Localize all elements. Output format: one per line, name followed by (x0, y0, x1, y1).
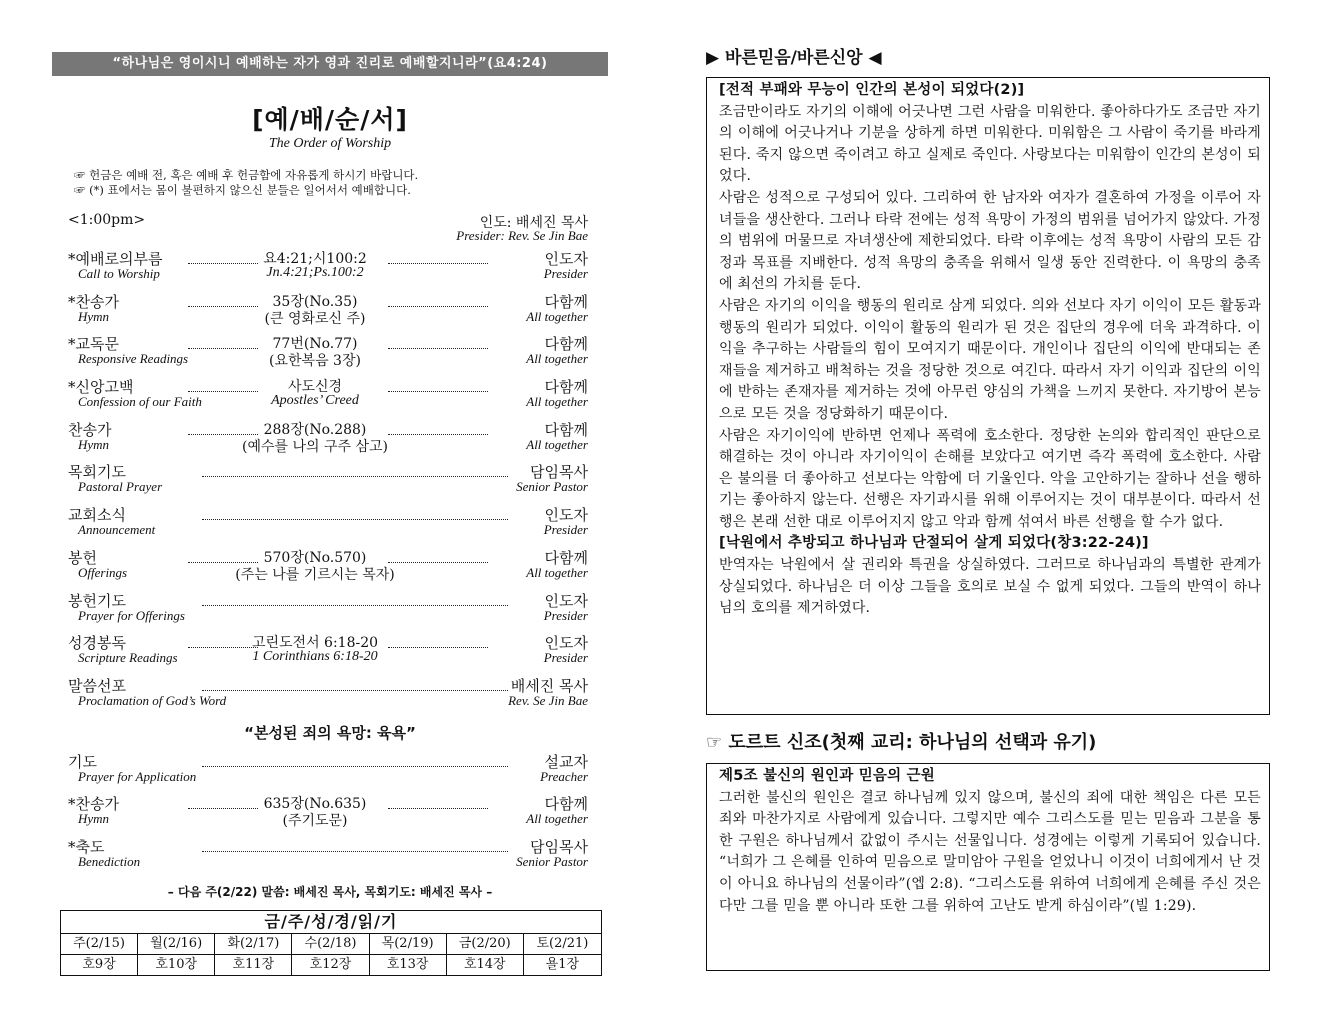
dort-article-heading: 제5조 불신의 원인과 믿음의 근원 (719, 768, 935, 784)
item-name-en: Pastoral Prayer (78, 479, 163, 495)
reading-chapter: 호13장 (370, 955, 447, 975)
item-leader-ko: 인도자 (544, 634, 588, 653)
item-leader-ko: 다함께 (544, 795, 588, 814)
item-detail: 35장(No.35) (272, 293, 358, 310)
worship-item (52, 331, 608, 374)
reading-chapter: 호12장 (292, 955, 369, 975)
item-name-ko: 말씀선포 (68, 676, 126, 695)
section-head-right-faith: ▶ 바른믿음/바른신앙 ◀ (706, 48, 882, 68)
item-detail-sub: (요한복음 3장) (269, 353, 361, 370)
item-leader-ko: 배세진 목사 (510, 676, 588, 695)
worship-item (52, 459, 608, 502)
service-time: <1:00pm> (68, 212, 146, 228)
item-name-en: Prayer for Offerings (78, 607, 185, 623)
dotted-leader (202, 690, 508, 691)
item-name-en: Benediction (78, 853, 141, 869)
notice-standing: ☞ (*) 표에서는 몸이 불편하지 않으신 분들은 일어서서 예배합니다. (74, 183, 411, 197)
reading-title: 금/주/성/경/읽/기 (61, 911, 601, 934)
item-detail-sub: Apostles’ Creed (271, 393, 359, 409)
article-paragraph: 사람은 자기의 이익을 행동의 원리로 삼게 되었다. 의와 선보다 자기 이익이 모든 활동과 행동의 원리가 되었다. 이익이 활동의 원리가 된 것은 집단의 경우에 더욱 과격하다. 이익을 추구하는 사람들의 힘이 모여지기 때문이다. 개인이나 집단의 이익에 반대되는 존재들을 제거하고 배척하는 것을 정당한 것으로 여긴다. 따라서 자기 이익과 집단의 이익에 반하는 존재자를 제거하는 것에 아무런 양심의 가책을 느끼지 못한다. 자기방어 본능으로 모든 것을 정당화하기 때문이다. (719, 297, 1261, 422)
item-leader-ko: 인도자 (544, 250, 588, 268)
item-name-en: Announcement (78, 522, 156, 538)
item-name-en: Call to Worship (78, 266, 160, 281)
scripture-banner: “하나님은 영이시니 예배하는 자가 영과 진리로 예배할지니라”(요4:24) (52, 52, 608, 76)
item-name-en: Responsive Readings (78, 351, 189, 367)
item-name-ko: 기도 (68, 752, 97, 771)
item-leader-en: All together (526, 436, 588, 452)
worship-item (52, 545, 608, 588)
item-detail: 사도신경 (287, 379, 343, 396)
item-detail: 570장(No.570) (263, 549, 367, 566)
item-detail-sub: (주기도문) (282, 813, 348, 830)
dotted-leader (202, 851, 508, 852)
dotted-leader (188, 348, 258, 349)
reading-day: 월(2/16) (138, 934, 215, 955)
right-faith-article (706, 77, 1270, 715)
article-heading-1: [전적 부패와 무능이 인간의 본성이 되었다(2)] (719, 82, 1025, 98)
item-name-ko: 교회소식 (68, 506, 126, 525)
reading-day: 금(2/20) (447, 934, 524, 955)
item-name-en: Proclamation of God’s Word (78, 692, 227, 708)
item-name-ko: 찬송가 (68, 420, 112, 439)
item-detail: 635장(No.635) (263, 796, 367, 813)
item-name-ko: 봉헌기도 (68, 591, 126, 610)
worship-item (52, 630, 608, 673)
item-name-en: Hymn (78, 436, 110, 452)
worship-item (52, 588, 608, 631)
item-detail: 요4:21;시100:2 (263, 251, 367, 267)
item-detail: 288장(No.288) (263, 421, 367, 438)
worship-items-after-sermon (52, 749, 608, 877)
notices (52, 168, 608, 198)
order-title: [예/배/순/서] (252, 105, 408, 134)
item-leader-en: All together (526, 308, 588, 324)
faith-article-page (706, 44, 1270, 971)
sermon-title: “본성된 죄의 욕망: 육욕” (244, 723, 416, 742)
item-name-en: Scripture Readings (78, 650, 178, 666)
dotted-leader (188, 562, 258, 563)
worship-item (52, 417, 608, 460)
dotted-leader (388, 808, 488, 809)
item-detail-sub: (예수를 나의 구주 삼고) (242, 438, 388, 455)
item-leader-ko: 다함께 (544, 378, 588, 397)
item-leader-en: Presider (543, 607, 588, 623)
presider-ko: 인도: 배세진 목사 (479, 215, 588, 231)
reading-day: 토(2/21) (524, 934, 601, 955)
item-leader-en: All together (526, 811, 588, 827)
article-paragraph: 조금만이라도 자기의 이해에 어긋나면 그런 사람을 미워한다. 좋아하다가도 조금만 자기의 이해에 어긋나거나 기분을 상하게 하면 미워한다. 미워함은 그 사람이 죽기를 바라게 된다. 죽지 않으면 죽이려고 하고 실제로 죽인다. 사랑보다는 미워함이 인간의 본성이 되었다. (719, 103, 1261, 185)
item-leader-ko: 다함께 (544, 292, 588, 311)
reading-chapter: 호10장 (138, 955, 215, 975)
item-leader-en: Senior Pastor (516, 853, 588, 869)
reading-chapter: 호9장 (61, 955, 138, 975)
next-week-notice: – 다음 주(2/22) 말씀: 배세진 목사, 목회기도: 배세진 목사 – (167, 884, 493, 899)
item-name-ko: *찬송가 (68, 292, 119, 311)
reading-chapter: 욜1장 (545, 956, 580, 972)
item-leader-en: Presider (543, 522, 588, 538)
article-paragraph: 사람은 성적으로 구성되어 있다. 그리하여 한 남자와 여자가 결혼하여 가정을 이루어 자녀들을 생산한다. 그러나 타락 전에는 성적 욕망이 가정의 범위를 넘어가지 않았다. 가정의 범위에 머물므로 자녀생산에 제한되었다. 타락 이후에는 성적 욕망이 사람의 모든 감정과 목표를 지배한다. 성적 욕망의 충족을 위해서 일생 동안 진력한다. 이 욕망의 충족에 최선의 가치를 둔다. (719, 189, 1261, 293)
dotted-leader (188, 647, 258, 648)
item-leader-ko: 다함께 (544, 420, 588, 439)
item-name-ko: *예배로의부름 (68, 250, 163, 268)
item-name-ko: 목회기도 (68, 463, 126, 482)
item-name-en: Hymn (78, 308, 110, 324)
item-name-ko: *신앙고백 (68, 378, 134, 397)
item-leader-en: Presider (543, 266, 588, 281)
item-name-ko: *찬송가 (68, 795, 119, 814)
item-leader-ko: 인도자 (544, 506, 588, 525)
item-leader-ko: 다함께 (544, 335, 588, 354)
dotted-leader (388, 647, 488, 648)
notice-offering: ☞ 헌금은 예배 전, 혹은 예배 후 헌금함에 자유롭게 하시기 바랍니다. (74, 168, 419, 182)
item-name-ko: *축도 (68, 837, 105, 856)
time-row (52, 212, 608, 246)
reading-day: 주(2/15) (61, 934, 138, 955)
item-name-en: Hymn (78, 811, 110, 827)
item-leader-ko: 담임목사 (530, 463, 588, 482)
reading-grid (61, 934, 601, 975)
worship-item (52, 834, 608, 877)
dotted-leader (388, 562, 488, 563)
item-leader-en: Senior Pastor (516, 479, 588, 495)
item-leader-en: All together (526, 351, 588, 367)
item-leader-ko: 담임목사 (530, 837, 588, 856)
item-leader-ko: 설교자 (544, 752, 588, 771)
item-leader-en: All together (526, 564, 588, 580)
worship-item (52, 673, 608, 716)
item-leader-en: Preacher (540, 768, 588, 784)
dotted-leader (388, 263, 488, 264)
dotted-leader (202, 476, 508, 477)
dotted-leader (388, 348, 488, 349)
reading-day: 화(2/17) (215, 934, 292, 955)
weekly-bible-reading-table (60, 910, 602, 976)
item-leader-en: Presider (543, 650, 588, 666)
item-detail: 고린도전서 6:18-20 (251, 635, 379, 652)
presider-en: Presider: Rev. Se Jin Bae (456, 228, 588, 243)
item-leader-ko: 인도자 (544, 591, 588, 610)
item-leader-en: Rev. Se Jin Bae (508, 692, 588, 708)
order-of-worship-page (52, 52, 608, 976)
dotted-leader (388, 306, 488, 307)
item-leader-en: All together (526, 394, 588, 410)
article-paragraph: 반역자는 낙원에서 살 권리와 특권을 상실하였다. 그러므로 하나님과의 특별한 관계가 상실되었다. 하나님은 더 이상 그들을 호의로 보실 수 없게 되었다. 그들의 반역이 하나님의 호의를 제거하였다. (719, 557, 1261, 617)
section-head-canons-of-dort: ☞ 도르트 신조(첫째 교리: 하나님의 선택과 유기) (706, 732, 1097, 753)
item-name-ko: 성경봉독 (68, 634, 126, 653)
dotted-leader (202, 766, 508, 767)
worship-item (52, 289, 608, 332)
dotted-leader (188, 306, 258, 307)
item-detail: 77번(No.77) (272, 336, 358, 353)
item-leader-ko: 다함께 (544, 548, 588, 567)
item-detail-sub: (주는 나를 기르시는 목자) (235, 566, 395, 583)
worship-item (52, 246, 608, 289)
item-name-en: Prayer for Application (78, 768, 197, 784)
item-name-ko: 봉헌 (68, 548, 97, 567)
reading-day: 수(2/18) (292, 934, 369, 955)
worship-items (52, 246, 608, 716)
dort-article-paragraph: 그러한 불신의 원인은 결코 하나님께 있지 않으며, 불신의 죄에 대한 책임은 다른 모든 죄와 마찬가지로 사람에게 있습니다. 그렇지만 예수 그리스도를 믿는 믿음과 그분을 통한 구원은 하나님께서 값없이 주시는 선물입니다. 성경에는 이렇게 기록되어 있습니다. “너희가 그 은혜를 인하여 믿음으로 말미암아 구원을 얻었나니 이것이 너희에게서 난 것이 아니요 하나님의 선물이라”(엡 2:8). “그리스도를 위하여 너희에게 은혜를 주신 것은 다만 그를 믿을 뿐 아니라 또한 그를 위하여 고난도 받게 하심이라”(빌 1:29). (719, 789, 1261, 914)
dotted-leader (188, 263, 258, 264)
dotted-leader (188, 434, 258, 435)
dotted-leader (202, 605, 508, 606)
worship-item (52, 791, 608, 834)
dotted-leader (202, 519, 508, 520)
reading-chapter: 호14장 (447, 955, 524, 975)
canons-of-dort-article (706, 763, 1270, 971)
worship-item (52, 749, 608, 792)
worship-item (52, 502, 608, 545)
reading-day: 목(2/19) (370, 934, 447, 955)
item-name-en: Confession of our Faith (78, 394, 202, 410)
worship-item (52, 374, 608, 417)
article-paragraph: 사람은 자기이익에 반하면 언제나 폭력에 호소한다. 정당한 논의와 합리적인 판단으로 해결하는 것이 아니라 자기이익이 손해를 보았다고 여기면 즉각 폭력에 호소한다. 사람은 불의를 더 좋아하고 선보다는 악함에 더 기울인다. 악을 고안하기는 잘하나 선을 행하기는 좋아하지 않는다. 선행은 자기과시를 위해 이루어지는 것이 대부분이다. 따라서 선행은 본래 선한 대로 이루어지지 않고 악과 함께 섞여서 바른 선행을 할 수가 없다. (719, 427, 1261, 530)
order-subtitle: The Order of Worship (268, 136, 392, 151)
item-name-en: Offerings (78, 564, 128, 580)
item-detail-sub: 1 Corinthians 6:18-20 (252, 649, 378, 665)
dotted-leader (188, 391, 258, 392)
dotted-leader (388, 434, 488, 435)
item-detail-sub: Jn.4:21;Ps.100:2 (266, 265, 364, 280)
reading-chapter: 호11장 (215, 955, 292, 975)
dotted-leader (188, 808, 258, 809)
dotted-leader (388, 391, 488, 392)
article-heading-2: [낙원에서 추방되고 하나님과 단절되어 살게 되었다(창3:22-24)] (719, 535, 1149, 552)
item-name-ko: *교독문 (68, 335, 119, 354)
item-detail-sub: (큰 영화로신 주) (264, 310, 366, 327)
